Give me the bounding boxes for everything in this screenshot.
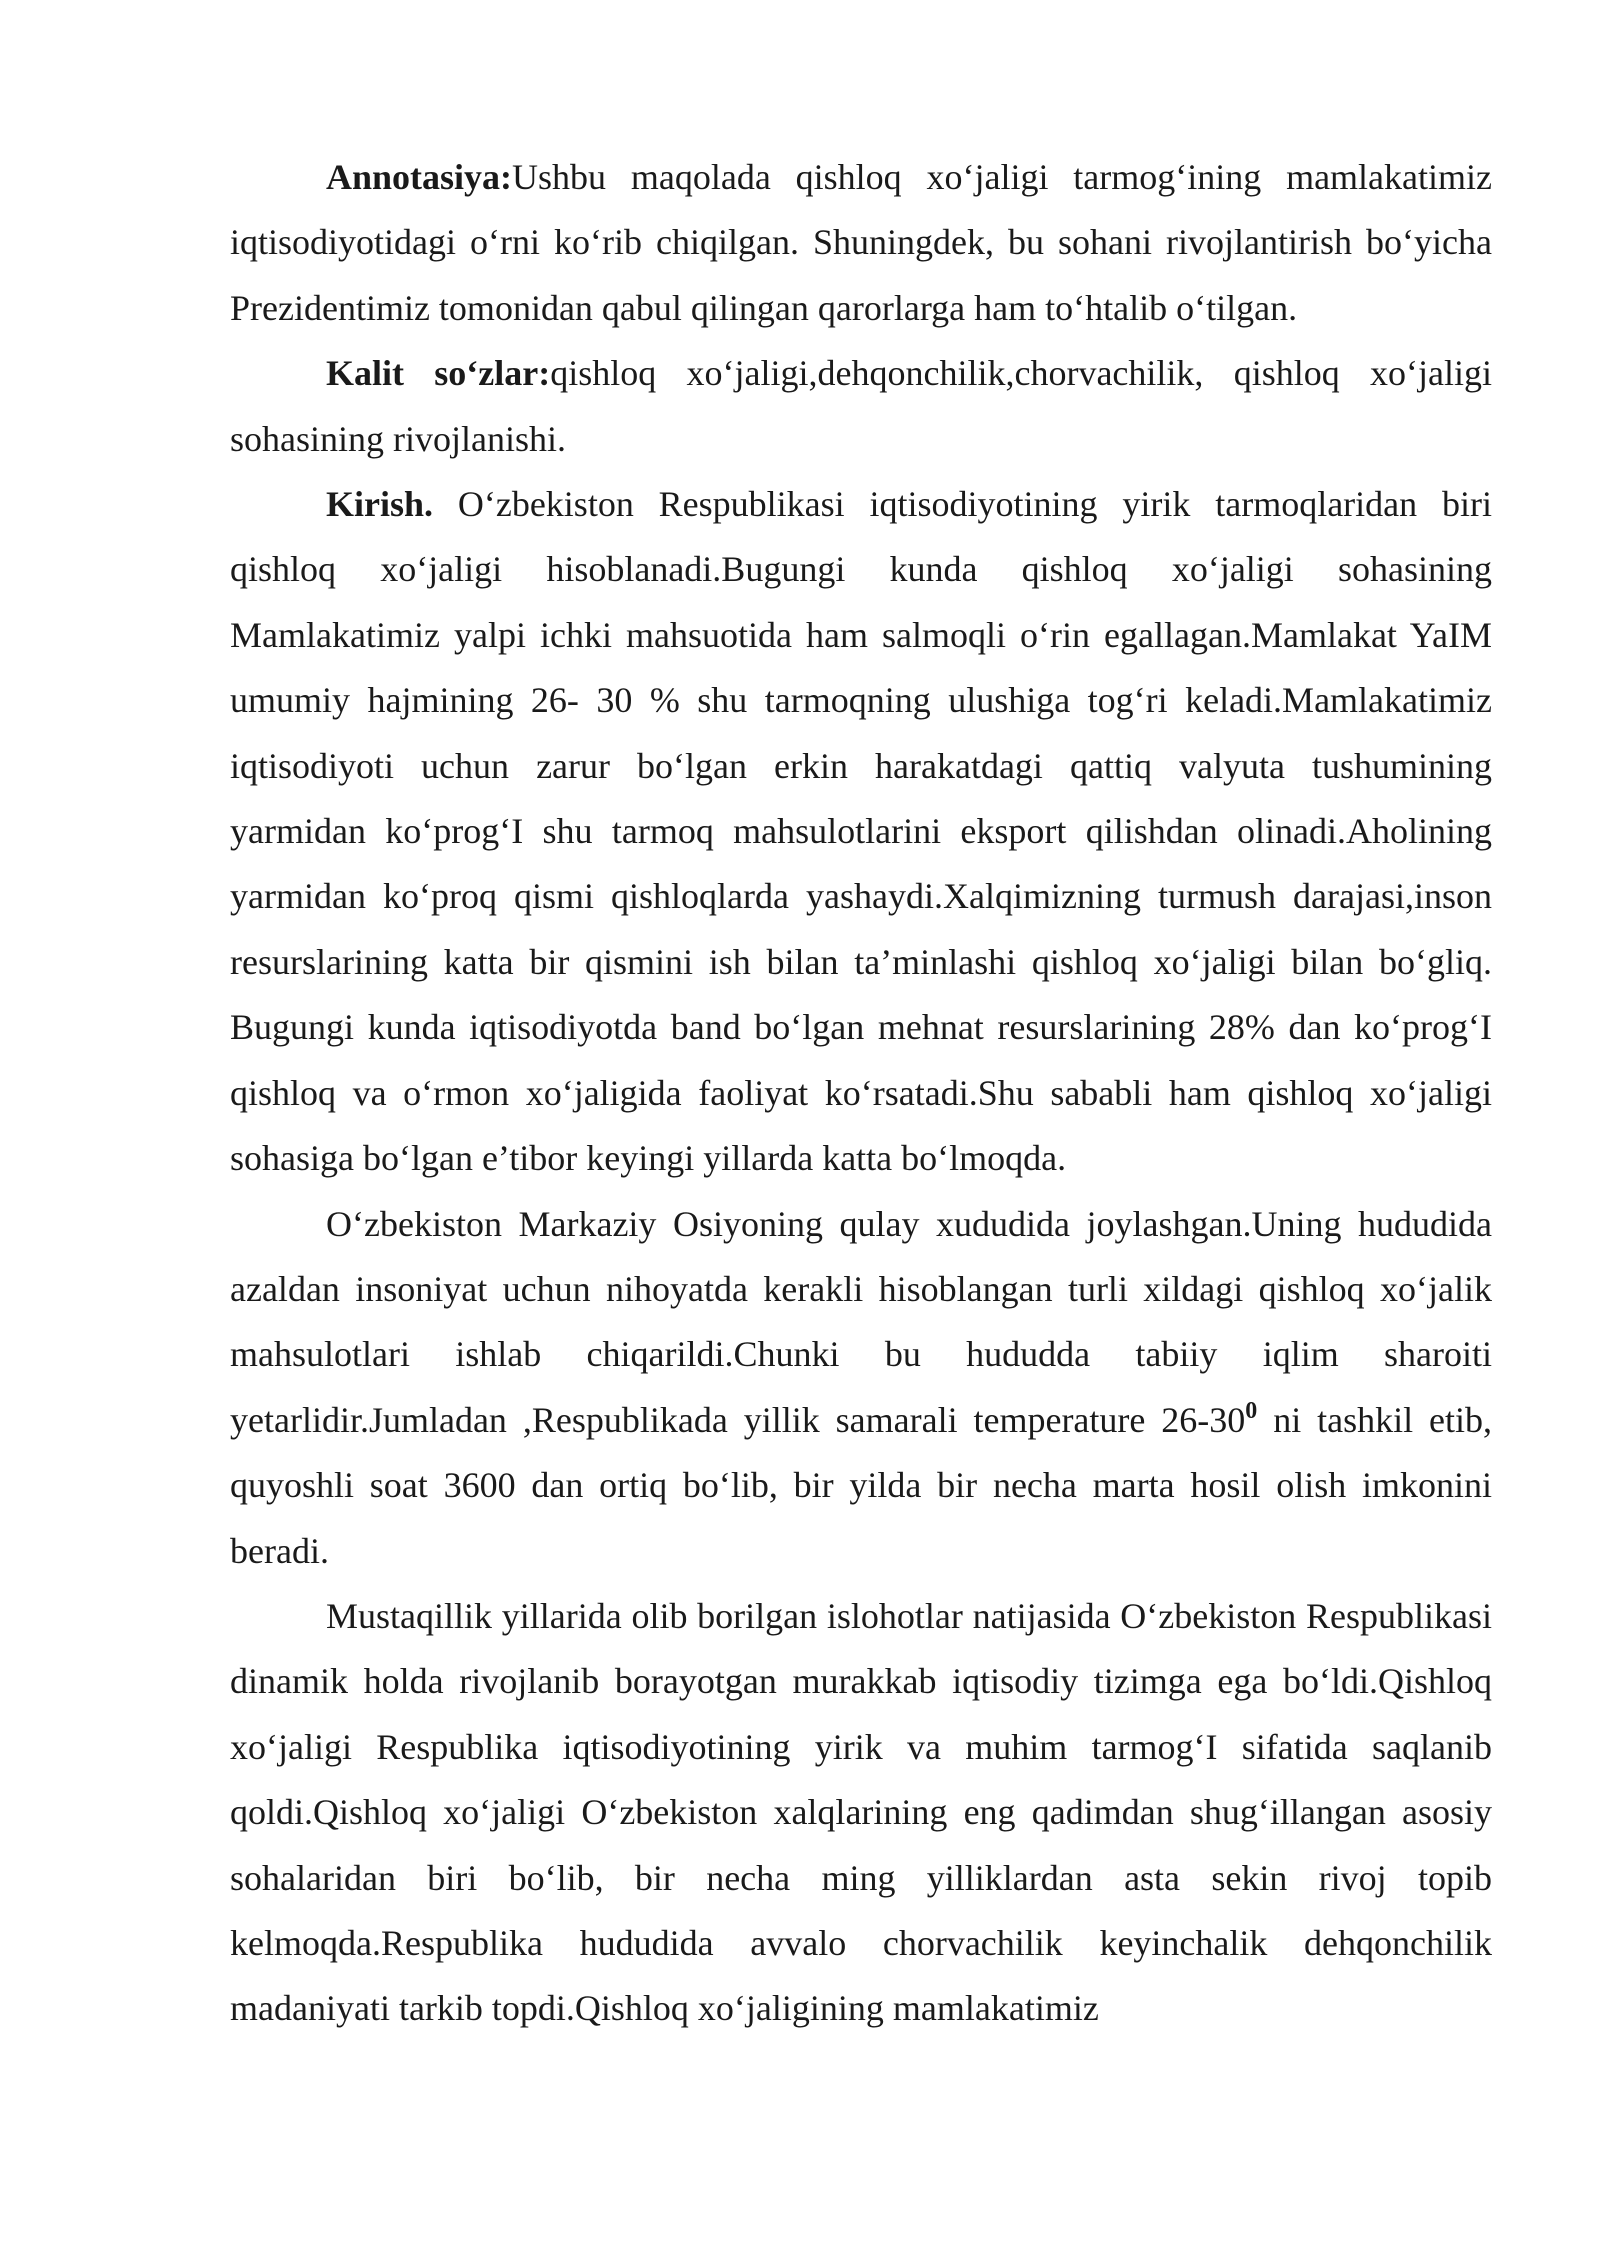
document-page [230,145,1492,2042]
degree-superscript: 0 [1245,1397,1258,1424]
independence-text: Mustaqillik yillarida olib borilgan islohotlar natijasida O‘zbekiston Respublikasi dinamik holda rivojlanib borayotgan murakkab iqtisodiy tizimga ega bo‘ldi.Qishloq xo‘jaligi Respublika iqtisodiyotining yirik va muhim tarmog‘I sifatida saqlanib qoldi.Qishloq xo‘jaligi O‘zbekiston xalqlarining eng qadimdan shug‘illangan asosiy sohalaridan biri bo‘lib, bir necha ming yilliklardan asta sekin rivoj topib kelmoqda.Respublika hududida avvalo chorvachilik keyinchalik dehqonchilik madaniyati tarkib topdi.Qishloq xo‘jaligining mamlakatimiz [230,1595,1492,2029]
keywords-text: qishloq xo‘jaligi,dehqonchilik,chorvachilik, qishloq xo‘jaligi sohasining rivojlanishi. [230,353,1492,459]
independence-paragraph [230,1584,1492,2042]
annotation-label: Annotasiya: [326,157,513,197]
keywords-paragraph [230,341,1492,472]
annotation-paragraph [230,145,1492,341]
introduction-label: Kirish. [326,484,434,525]
geography-paragraph [230,1192,1492,1584]
introduction-paragraph [230,472,1492,1191]
geography-text-before: O‘zbekiston Markaziy Osiyoning qulay xududida joylashgan.Uning hududida azaldan insoniyat uchun nihoyatda kerakli hisoblangan turli xildagi qishloq xo‘jalik mahsulotlari ishlab chiqarildi.Chunki bu hududda tabiiy iqlim sharoiti yetarlidir.Jumladan ,Respublikada yillik samarali temperature 26-30 [230,1203,1492,1440]
introduction-text: O‘zbekiston Respublikasi iqtisodiyotining yirik tarmoqlaridan biri qishloq xo‘jaligi hisoblanadi.Bugungi kunda qishloq xo‘jaligi sohasining Mamlakatimiz yalpi ichki mahsuotida ham salmoqli o‘rin egallagan.Mamlakat YaIM umumiy hajmining 26- 30 % shu tarmoqning ulushiga tog‘ri keladi.Mamlakatimiz iqtisodiyoti uchun zarur bo‘lgan erkin harakatdagi qattiq valyuta tushumining yarmidan ko‘prog‘I shu tarmoq mahsulotlarini eksport qilishdan olinadi.Aholining yarmidan ko‘proq qismi qishloqlarda yashaydi.Xalqimizning turmush darajasi,inson resurslarining katta bir qismini ish bilan ta’minlashi qishloq xo‘jaligi bilan bo‘gliq. Bugungi kunda iqtisodiyotda band bo‘lgan mehnat resurslarining 28% dan ko‘prog‘I qishloq va o‘rmon xo‘jaligida faoliyat ko‘rsatadi.Shu sababli ham qishloq xo‘jaligi sohasiga bo‘lgan e’tibor keyingi yillarda katta bo‘lmoqda. [230,484,1492,1179]
annotation-text: Ushbu maqolada qishloq xo‘jaligi tarmog‘ining mamlakatimiz iqtisodiyotidagi o‘rni ko‘rib chiqilgan. Shuningdek, bu sohani rivojlantirish bo‘yicha Prezidentimiz tomonidan qabul qilingan qarorlarga ham to‘htalib o‘tilgan. [230,157,1492,328]
geography-text-after: ni tashkil etib, quyoshli soat 3600 dan ortiq bo‘lib, bir yilda bir necha marta hosil olish imkonini beradi. [230,1399,1492,1571]
keywords-label: Kalit so‘zlar: [326,353,551,394]
